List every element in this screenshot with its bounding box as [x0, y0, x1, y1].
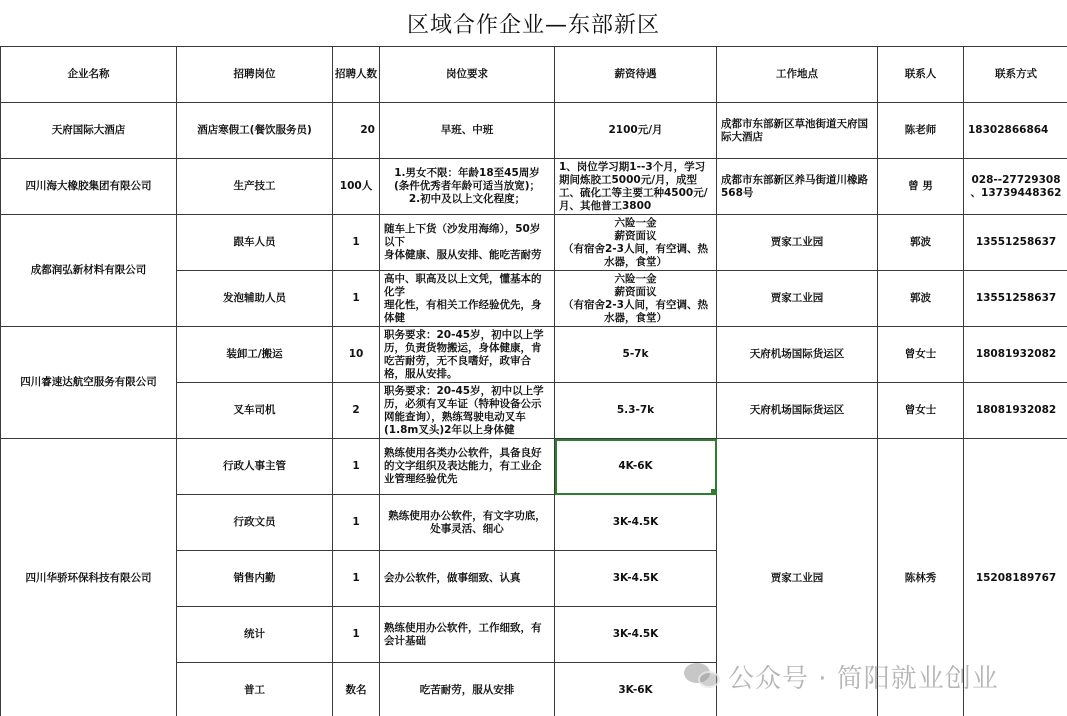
- cell-count[interactable]: 20: [333, 103, 380, 159]
- recruitment-table: [0, 46, 1067, 716]
- cell-position[interactable]: 普工: [177, 663, 333, 716]
- cell-position[interactable]: 统计: [177, 607, 333, 663]
- cell-count[interactable]: 10: [333, 327, 380, 383]
- header-position[interactable]: 招聘岗位: [177, 47, 333, 103]
- cell-position[interactable]: 跟车人员: [177, 215, 333, 271]
- sheet-title: 区域合作企业—东部新区: [406, 12, 660, 38]
- header-row: [1, 47, 1067, 103]
- cell-requirements[interactable]: 吃苦耐劳，服从安排: [380, 663, 555, 716]
- cell-salary[interactable]: 3K-4.5K: [555, 607, 717, 663]
- cell-contact[interactable]: 曾女士: [878, 327, 964, 383]
- cell-salary-selected[interactable]: 4K-6K: [555, 439, 717, 495]
- cell-position[interactable]: 叉车司机: [177, 383, 333, 439]
- cell-location[interactable]: 成都市东部新区草池街道天府国际大酒店: [717, 103, 878, 159]
- table-row: [1, 103, 1067, 159]
- cell-position[interactable]: 行政文员: [177, 495, 333, 551]
- cell-salary[interactable]: 3K-4.5K: [555, 495, 717, 551]
- selection-fill-handle[interactable]: [711, 489, 717, 495]
- cell-count[interactable]: 1: [333, 551, 380, 607]
- cell-contact[interactable]: 郭波: [878, 215, 964, 271]
- cell-contact[interactable]: 陈林秀: [878, 439, 964, 716]
- cell-phone[interactable]: 028--27729308 、13739448362: [964, 159, 1067, 215]
- cell-requirements[interactable]: 熟练使用办公软件，有文字功底，处事灵活、细心: [380, 495, 555, 551]
- header-contact[interactable]: 联系人: [878, 47, 964, 103]
- cell-location[interactable]: 贾家工业园: [717, 215, 878, 271]
- header-phone[interactable]: 联系方式: [964, 47, 1067, 103]
- cell-count[interactable]: 1: [333, 607, 380, 663]
- cell-requirements[interactable]: 早班、中班: [380, 103, 555, 159]
- cell-count[interactable]: 1: [333, 215, 380, 271]
- cell-salary[interactable]: 六险一金 薪资面议 （有宿舍2-3人间，有空调、热水器，食堂）: [555, 271, 717, 327]
- cell-contact[interactable]: 陈老师: [878, 103, 964, 159]
- cell-phone[interactable]: 18081932082: [964, 383, 1067, 439]
- cell-company[interactable]: 成都润弘新材料有限公司: [1, 215, 177, 327]
- cell-requirements[interactable]: 熟练使用各类办公软件，具备良好的文字组织及表达能力，有工业企业管理经验优先: [380, 439, 555, 495]
- table-row: [1, 439, 1067, 495]
- cell-position[interactable]: 行政人事主管: [177, 439, 333, 495]
- cell-company[interactable]: 天府国际大酒店: [1, 103, 177, 159]
- cell-position[interactable]: 发泡辅助人员: [177, 271, 333, 327]
- cell-location[interactable]: 贾家工业园: [717, 439, 878, 716]
- cell-salary[interactable]: 5-7k: [555, 327, 717, 383]
- cell-company[interactable]: 四川睿速达航空服务有限公司: [1, 327, 177, 439]
- cell-requirements[interactable]: 随车上下货（沙发用海绵），50岁以下 身体健康、服从安排、能吃苦耐劳: [380, 215, 555, 271]
- cell-location[interactable]: 天府机场国际货运区: [717, 383, 878, 439]
- watermark-text: 公众号 · 简阳就业创业: [728, 663, 999, 694]
- cell-location[interactable]: 天府机场国际货运区: [717, 327, 878, 383]
- cell-location[interactable]: 贾家工业园: [717, 271, 878, 327]
- table-row: [1, 159, 1067, 215]
- cell-phone[interactable]: 18302866864: [964, 103, 1067, 159]
- header-requirements[interactable]: 岗位要求: [380, 47, 555, 103]
- cell-count[interactable]: 1: [333, 439, 380, 495]
- cell-phone[interactable]: 13551258637: [964, 215, 1067, 271]
- cell-salary[interactable]: 5.3-7k: [555, 383, 717, 439]
- table-row: [1, 215, 1067, 271]
- cell-phone[interactable]: 18081932082: [964, 327, 1067, 383]
- cell-salary[interactable]: 六险一金 薪资面议 （有宿舍2-3人间，有空调、热水器，食堂）: [555, 215, 717, 271]
- cell-contact[interactable]: 郭波: [878, 271, 964, 327]
- cell-salary[interactable]: 3K-6K: [555, 663, 717, 716]
- cell-count[interactable]: 100人: [333, 159, 380, 215]
- cell-position[interactable]: 装卸工/搬运: [177, 327, 333, 383]
- cell-position[interactable]: 销售内勤: [177, 551, 333, 607]
- cell-location[interactable]: 成都市东部新区养马街道川橡路568号: [717, 159, 878, 215]
- header-location[interactable]: 工作地点: [717, 47, 878, 103]
- cell-requirements[interactable]: 熟练使用办公软件，工作细致，有会计基础: [380, 607, 555, 663]
- cell-contact[interactable]: 曾 男: [878, 159, 964, 215]
- cell-company[interactable]: 四川海大橡胶集团有限公司: [1, 159, 177, 215]
- cell-requirements[interactable]: 会办公软件，做事细致、认真: [380, 551, 555, 607]
- cell-count[interactable]: 1: [333, 495, 380, 551]
- cell-company[interactable]: 四川华骄环保科技有限公司: [1, 439, 177, 716]
- cell-requirements[interactable]: 职务要求：20-45岁，初中以上学历，必须有叉车证（特种设备公示网能查询），熟练驾驶电动叉车(1.8m叉头)2年以上身体健: [380, 383, 555, 439]
- cell-requirements[interactable]: 职务要求：20-45岁，初中以上学历，负责货物搬运，身体健康，肯吃苦耐劳，无不良嗜好，政审合格，服从安排。: [380, 327, 555, 383]
- header-count[interactable]: 招聘人数: [333, 47, 380, 103]
- cell-count[interactable]: 2: [333, 383, 380, 439]
- header-company[interactable]: 企业名称: [1, 47, 177, 103]
- cell-phone[interactable]: 15208189767: [964, 439, 1067, 716]
- header-salary[interactable]: 薪资待遇: [555, 47, 717, 103]
- cell-requirements[interactable]: 1.男女不限：年龄18至45周岁 (条件优秀者年龄可适当放宽)； 2.初中及以上文化程度；: [380, 159, 555, 215]
- cell-salary[interactable]: 3K-4.5K: [555, 551, 717, 607]
- cell-position[interactable]: 酒店寒假工(餐饮服务员): [177, 103, 333, 159]
- cell-position[interactable]: 生产技工: [177, 159, 333, 215]
- cell-count[interactable]: 数名: [333, 663, 380, 716]
- table-row: [1, 327, 1067, 383]
- cell-salary[interactable]: 2100元/月: [555, 103, 717, 159]
- cell-count[interactable]: 1: [333, 271, 380, 327]
- cell-contact[interactable]: 曾女士: [878, 383, 964, 439]
- cell-salary[interactable]: 1、岗位学习期1--3个月，学习期间炼胶工5000元/月，成型工、硫化工等主要工种4500元/月、其他普工3800: [555, 159, 717, 215]
- cell-requirements[interactable]: 高中、职高及以上文凭，懂基本的化学 理化性，有相关工作经验优先，身体健: [380, 271, 555, 327]
- cell-phone[interactable]: 13551258637: [964, 271, 1067, 327]
